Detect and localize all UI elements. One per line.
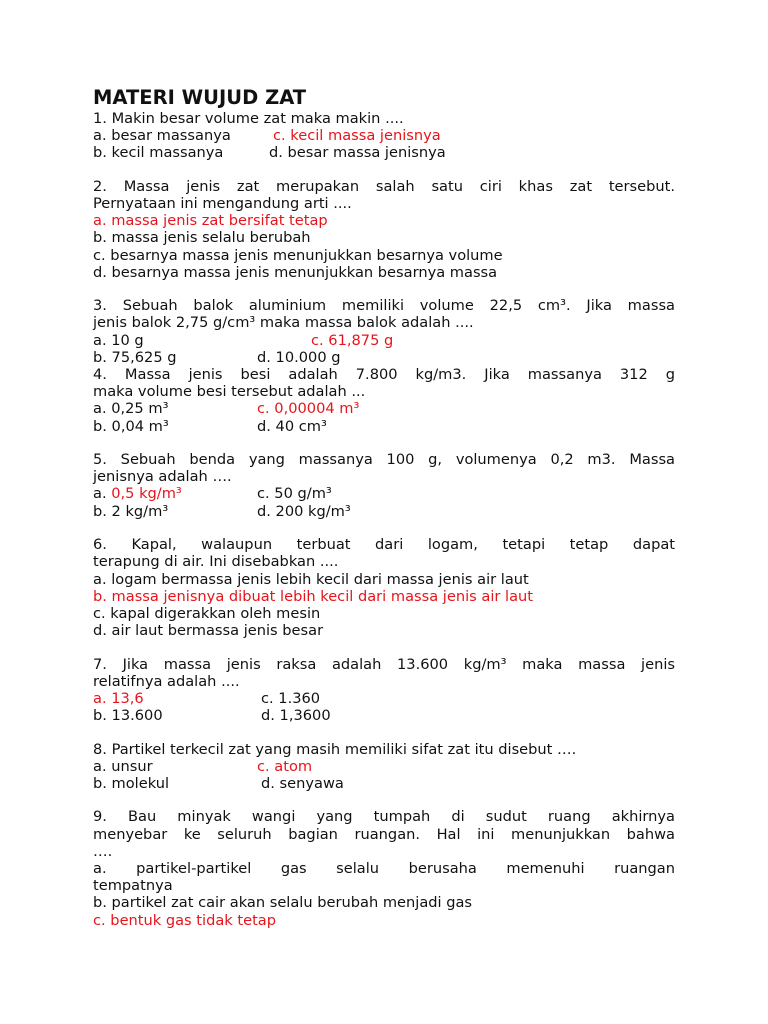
q5-options-row-2 [93,503,675,520]
q9-option-b: b. partikel zat cair akan selalu berubah menjadi gas [93,894,473,912]
q5-option-b: b. 2 kg/m³ [93,502,169,520]
q4-option-c-answer: c. 0,00004 m³ [257,400,360,418]
q8-option-a: a. unsur [93,757,153,775]
q6-option-b-answer: b. massa jenisnya dibuat lebih kecil dari massa jenis air laut [93,587,533,605]
q9-option-c-answer: c. bentuk gas tidak tetap [93,911,277,929]
q7-option-d: d. 1,3600 [261,707,331,725]
q2-option-c: c. besarnya massa jenis menunjukkan besarnya volume [93,246,503,264]
q8-option-c-answer: c. atom [257,757,313,775]
q7-options-row-2 [93,707,675,724]
q3-option-c-answer: c. 61,875 g [311,331,394,349]
q5-options-row-1 [93,485,675,502]
spacer [93,435,675,451]
q6-option-a: a. logam bermassa jenis lebih kecil dari massa jenis air laut [93,570,529,588]
q5-stem-line-1: 5. Sebuah benda yang massanya 100 g, volumenya 0,2 m3. Massa [93,451,675,469]
q3-option-b: b. 75,625 g [93,348,177,366]
q8-option-d: d. senyawa [261,774,344,792]
spacer [93,281,675,297]
q3-stem-line-2: jenis balok 2,75 g/cm³ maka massa balok adalah .... [93,314,474,332]
q3-option-d: d. 10.000 g [257,348,341,366]
q4-option-a: a. 0,25 m³ [93,400,169,418]
q4-stem-line-1: 4. Massa jenis besi adalah 7.800 kg/m3. Jika massanya 312 g [93,366,675,384]
q3-stem-line-1: 3. Sebuah balok aluminium memiliki volume 22,5 cm³. Jika massa [93,297,675,315]
q9-stem-line-3: …. [93,842,113,860]
spacer [93,162,675,178]
q1-option-b: b. kecil massanya [93,144,224,162]
q7-stem-line-2: relatifnya adalah .... [93,672,240,690]
q8-stem: 8. Partikel terkecil zat yang masih memiliki sifat zat itu disebut …. [93,740,577,758]
q7-option-b: b. 13.600 [93,707,163,725]
q9-option-a-line-2: tempatnya [93,877,173,895]
q5-stem-line-2: jenisnya adalah …. [93,468,232,486]
q7-options-row-1 [93,690,675,707]
q1-options-row-2 [93,144,675,161]
q1-option-a: a. besar massanya [93,127,231,145]
q8-options-row-1 [93,758,675,775]
q4-option-b: b. 0,04 m³ [93,417,169,435]
quiz-document [93,86,675,929]
q1-stem: 1. Makin besar volume zat maka makin .... [93,110,404,127]
q9-stem-line-1: 9. Bau minyak wangi yang tumpah di sudut ruang akhirnya [93,808,675,826]
spacer [93,639,675,655]
q8-option-b: b. molekul [93,774,170,792]
q4-stem-line-2: maka volume besi tersebut adalah ... [93,383,366,401]
q4-options-row-1 [93,400,675,417]
spacer [93,792,675,808]
q1-option-d: d. besar massa jenisnya [269,144,446,162]
q5-option-d: d. 200 kg/m³ [257,502,351,520]
q2-stem-line-2: Pernyataan ini mengandung arti .... [93,195,352,213]
q3-option-a: a. 10 g [93,331,144,349]
q2-option-d: d. besarnya massa jenis menunjukkan besarnya massa [93,263,498,281]
q2-stem-line-1: 2. Massa jenis zat merupakan salah satu ciri khas zat tersebut. [93,177,675,195]
q9-stem-line-2: menyebar ke seluruh bagian ruangan. Hal ini menunjukkan bahwa [93,825,675,843]
q3-options-row-2 [93,349,675,366]
spacer [93,520,675,536]
q6-stem-line-2: terapung di air. Ini disebabkan .... [93,553,339,571]
q6-option-c: c. kapal digerakkan oleh mesin [93,604,321,622]
q5-option-c: c. 50 g/m³ [257,485,332,503]
q5-option-a-prefix: a. [93,485,107,503]
q5-option-a-answer: 0,5 kg/m³ [111,485,182,503]
q2-option-b: b. massa jenis selalu berubah [93,229,311,247]
document-title: MATERI WUJUD ZAT [93,86,307,109]
spacer [93,724,675,740]
q7-option-a-answer: a. 13,6 [93,689,144,707]
q7-option-c: c. 1.360 [261,689,321,707]
q9-option-a-line-1: a. partikel-partikel gas selalu berusaha memenuhi ruangan [93,860,675,878]
q1-options-row-1 [93,127,675,144]
q6-stem-line-1: 6. Kapal, walaupun terbuat dari logam, tetapi tetap dapat [93,536,675,554]
q1-option-c-answer: c. kecil massa jenisnya [273,127,441,145]
q4-options-row-2 [93,418,675,435]
q8-options-row-2 [93,775,675,792]
q4-option-d: d. 40 cm³ [257,417,327,435]
q7-stem-line-1: 7. Jika massa jenis raksa adalah 13.600 kg/m³ maka massa jenis [93,655,675,673]
q2-option-a-answer: a. massa jenis zat bersifat tetap [93,212,328,230]
q6-option-d: d. air laut bermassa jenis besar [93,622,324,640]
q3-options-row-1 [93,332,675,349]
